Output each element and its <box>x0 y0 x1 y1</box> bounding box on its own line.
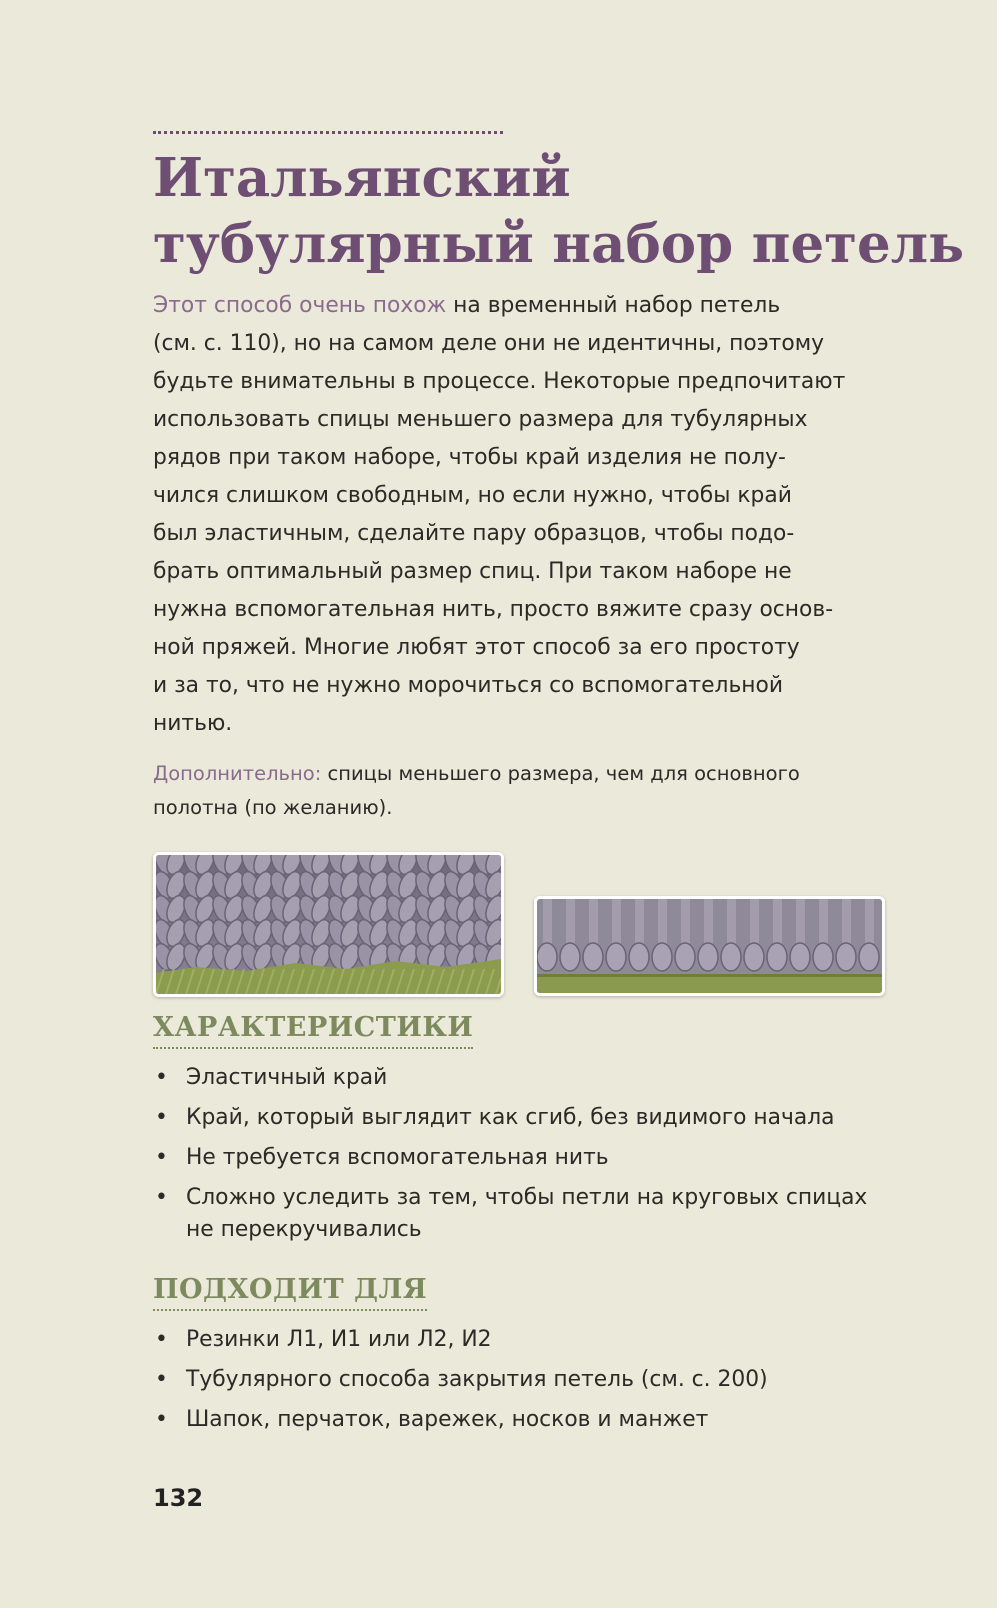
yarn-rib <box>865 899 874 944</box>
yarn-edge-stitch <box>790 943 810 971</box>
list-item <box>153 1404 893 1436</box>
page-title <box>153 145 965 277</box>
bullet-dot: • <box>155 1065 168 1090</box>
yarn-edge-stitch <box>652 943 672 971</box>
page-number: 132 <box>153 1484 204 1512</box>
knit-edge-illustration <box>537 899 882 993</box>
list-item-text: Тубулярного способа закрытия петель (см. с. 200) <box>186 1367 768 1392</box>
bullet-dot: • <box>155 1145 168 1170</box>
yarn-edge-stitch <box>560 943 580 971</box>
bullet-dot: • <box>155 1327 168 1352</box>
yarn-edge-stitch <box>583 943 603 971</box>
bullet-dot: • <box>155 1185 168 1210</box>
intro-line: был эластичным, сделайте пару образцов, чтобы подо- <box>153 521 795 546</box>
intro-paragraph <box>153 287 893 743</box>
suits-heading <box>153 1272 427 1311</box>
knit-ribbing-photo <box>153 852 504 997</box>
supplies-note <box>153 757 893 825</box>
list-item-text: Шапок, перчаток, варежек, носков и манжет <box>186 1407 709 1432</box>
supplies-line-1-rest: спицы меньшего размера, чем для основного <box>321 762 800 785</box>
yarn-rib <box>727 899 736 944</box>
yarn-edge-stitch <box>698 943 718 971</box>
bullet-dot: • <box>155 1407 168 1432</box>
bullet-dot: • <box>155 1105 168 1130</box>
yarn-rib <box>658 899 667 944</box>
supplies-label: Дополнительно: <box>153 762 322 785</box>
intro-line: (см. с. 110), но на самом деле они не идентичны, поэтому <box>153 331 825 356</box>
yarn-rib <box>819 899 828 944</box>
yarn-rib <box>612 899 621 944</box>
intro-line: рядов при таком наборе, чтобы край изделия не полу- <box>153 445 786 470</box>
list-item-text: Резинки Л1, И1 или Л2, И2 <box>186 1327 492 1352</box>
list-item <box>153 1142 893 1174</box>
intro-line: будьте внимательны в процессе. Некоторые предпочитают <box>153 369 846 394</box>
yarn-edge-stitch <box>629 943 649 971</box>
supplies-line-1 <box>153 757 893 791</box>
knit-ribbing-illustration <box>156 855 501 994</box>
intro-line: и за то, что не нужно морочиться со вспомогательной <box>153 673 784 698</box>
list-item-text: Не требуется вспомогательная нить <box>186 1145 609 1170</box>
intro-line-1-rest: на временный набор петель <box>446 293 781 318</box>
yarn-edge-stitch <box>537 943 557 971</box>
yarn-rib <box>773 899 782 944</box>
yarn-rib <box>796 899 805 944</box>
yarn-edge-stitch <box>744 943 764 971</box>
yarn-edge-stitch <box>675 943 695 971</box>
intro-line: ной пряжей. Многие любят этот способ за его простоту <box>153 635 800 660</box>
list-item <box>153 1324 893 1356</box>
yarn-rib <box>750 899 759 944</box>
list-item-text: Край, который выглядит как сгиб, без видимого начала <box>186 1105 835 1130</box>
list-item <box>153 1182 893 1246</box>
yarn-rib <box>704 899 713 944</box>
title-line-2: тубулярный набор петель <box>153 213 965 275</box>
intro-line: брать оптимальный размер спиц. При таком наборе не <box>153 559 792 584</box>
yarn-edge-stitch <box>836 943 856 971</box>
knit-edge-photo <box>534 896 885 996</box>
suits-dotted-rule <box>153 1309 427 1311</box>
yarn-rib <box>681 899 690 944</box>
bullet-dot: • <box>155 1367 168 1392</box>
intro-line: использовать спицы меньшего размера для тубулярных <box>153 407 808 432</box>
list-item <box>153 1102 893 1134</box>
intro-line <box>153 287 893 325</box>
yarn-edge-stitch <box>767 943 787 971</box>
yarn-rib <box>635 899 644 944</box>
yarn-rib <box>589 899 598 944</box>
list-item-text: Эластичный край <box>186 1065 388 1090</box>
features-heading <box>153 1010 473 1049</box>
supplies-line-2: полотна (по желанию). <box>153 796 393 819</box>
intro-line: чился слишком свободным, но если нужно, чтобы край <box>153 483 792 508</box>
suits-heading-text: ПОДХОДИТ ДЛЯ <box>153 1274 428 1305</box>
yarn-rib <box>566 899 575 944</box>
yarn-edge-stitch <box>606 943 626 971</box>
intro-line: нужна вспомогательная нить, просто вяжите сразу основ- <box>153 597 834 622</box>
list-item-text-continued: не перекручивались <box>186 1217 422 1242</box>
features-dotted-rule <box>153 1047 473 1049</box>
yarn-rib <box>842 899 851 944</box>
features-heading-text: ХАРАКТЕРИСТИКИ <box>153 1012 474 1043</box>
features-list <box>153 1062 893 1254</box>
intro-line: нитью. <box>153 711 233 736</box>
list-item <box>153 1364 893 1396</box>
intro-lead: Этот способ очень похож <box>153 293 447 318</box>
title-line-1: Итальянский <box>153 147 571 209</box>
yarn-edge-stitch <box>721 943 741 971</box>
title-dotted-rule <box>153 131 503 134</box>
yarn-edge-stitch <box>859 943 879 971</box>
yarn-rib <box>543 899 552 944</box>
yarn-edge-stitch <box>813 943 833 971</box>
suits-list <box>153 1324 893 1444</box>
list-item-text: Сложно уследить за тем, чтобы петли на круговых спицах <box>186 1185 868 1210</box>
list-item <box>153 1062 893 1094</box>
